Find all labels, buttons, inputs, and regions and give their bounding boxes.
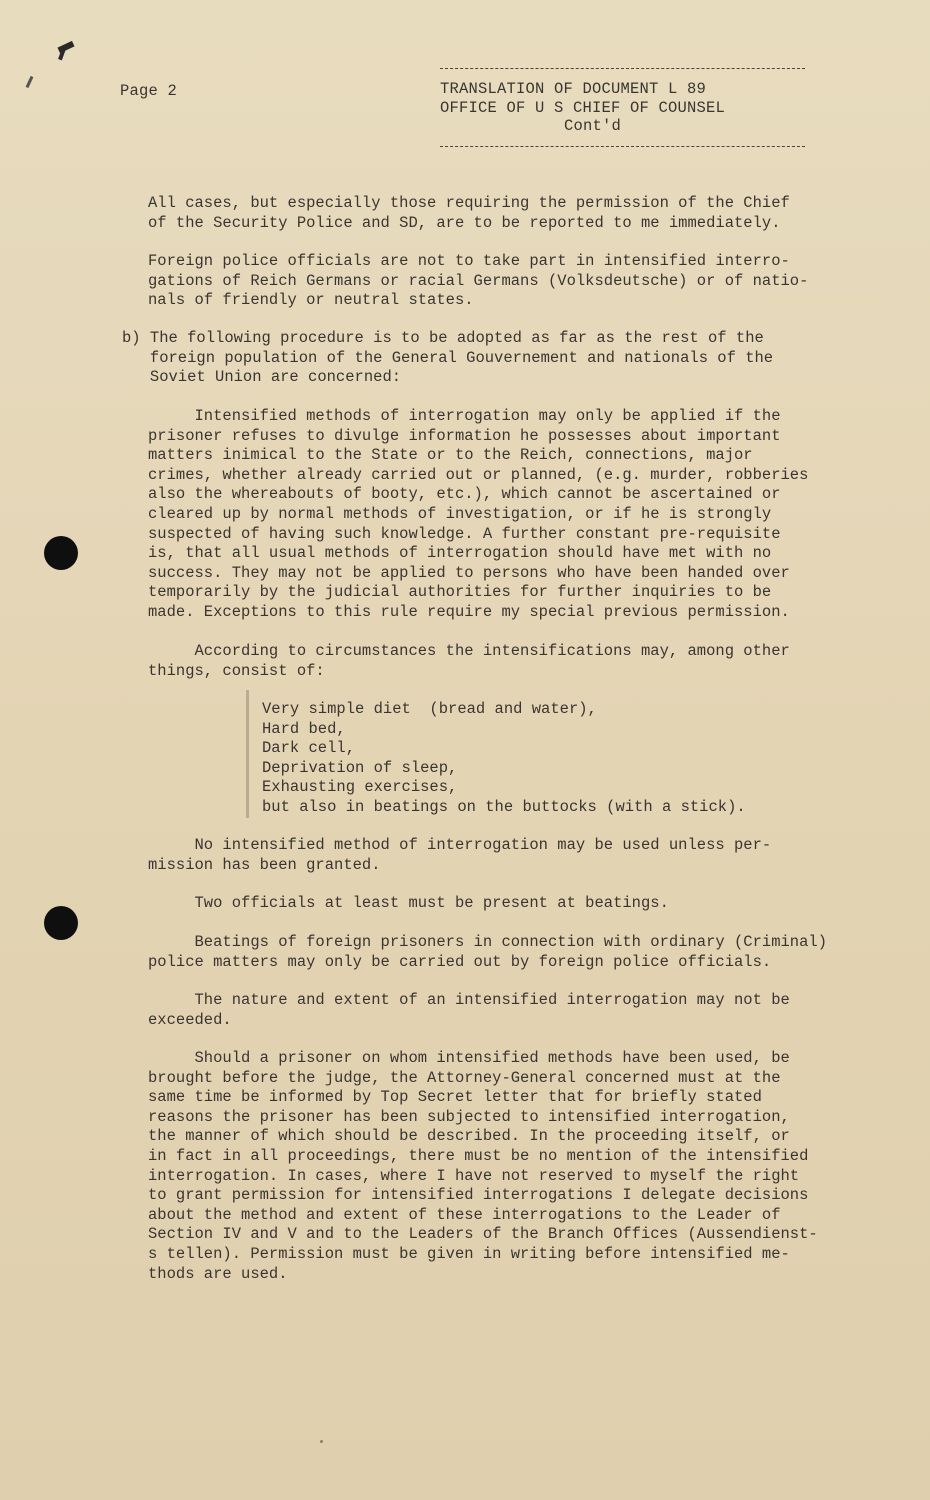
list-item: Exhausting exercises, <box>262 778 458 797</box>
paragraph-judge: Should a prisoner on whom intensified methods have been used, be brought before the judge, the Attorney-General concerned must at the same time be informed by Top Secret letter that for briefly stated reasons the prisoner has been subjected to intensified interrogation, the manner of which should be described. In the proceeding itself, or in fact in all proceedings, there must be no mention of the intensified interrogation. In cases, where I have not reserved to myself the right to grant permission for intensified interrogations I delegate decisions about the method and extent of these interrogations to the Leader of Section IV and V and to the Leaders of the Branch Offices (Aussendienst- s tellen). Permission must be given in writing before intensified me- thods are used. <box>148 1049 818 1283</box>
punch-hole <box>44 536 78 570</box>
paragraph-foreign-beatings: Beatings of foreign prisoners in connection with ordinary (Criminal) police matters may only be carried out by foreign police officials. <box>148 933 828 971</box>
list-margin-bar <box>246 690 249 818</box>
paragraph-extent: The nature and extent of an intensified interrogation may not be exceeded. <box>148 991 790 1029</box>
list-item: Very simple diet (bread and water), <box>262 700 597 718</box>
paragraph-reporting: All cases, but especially those requiring the permission of the Chief of the Security Police and SD, are to be reported to me immediately. <box>148 194 790 232</box>
intensification-list <box>262 700 822 818</box>
list-item: Deprivation of sleep, <box>262 758 458 777</box>
paragraph-permission: No intensified method of interrogation may be used unless per- mission has been granted. <box>148 836 772 874</box>
paragraph-procedure-b: b) The following procedure is to be adopted as far as the rest of the foreign population of the General Gouvernement and nationals of the Soviet Union are concerned: <box>122 329 774 387</box>
paper-speck <box>320 1440 323 1443</box>
header-title-3: Cont'd <box>564 117 622 135</box>
header-rule-top <box>440 68 805 69</box>
list-item: Dark cell, <box>262 739 356 758</box>
page-label: Page 2 <box>120 82 178 100</box>
header-rule-bottom <box>440 146 805 147</box>
paragraph-circumstances: According to circumstances the intensifications may, among other things, consist of: <box>148 642 790 680</box>
header-title-2: OFFICE OF U S CHIEF OF COUNSEL <box>440 99 726 117</box>
list-item: but also in beatings on the buttocks (with a stick). <box>262 797 746 816</box>
paragraph-two-officials: Two officials at least must be present at beatings. <box>148 894 669 912</box>
ink-mark <box>26 76 34 88</box>
header-title-1: TRANSLATION OF DOCUMENT L 89 <box>440 80 707 98</box>
paragraph-intensified-methods: Intensified methods of interrogation may only be applied if the prisoner refuses to divulge information he possesses about important matters inimical to the State or to the Reich, connections, major crimes, whether already carried out or planned, (e.g. murder, robberies also the whereabouts of booty, etc.), which cannot be ascertained or cleared up by normal methods of investigation, or if he is strongly suspected of having such knowledge. A further constant pre-requisite is, that all usual methods of interrogation should have met with no success. They may not be applied to persons who have been handed over temporarily by the judicial authorities for further inquiries to be made. Exceptions to this rule require my special previous permission. <box>148 407 809 621</box>
punch-hole <box>44 906 78 940</box>
paragraph-foreign-officials: Foreign police officials are not to take part in intensified interro- gations of Reich Germans or racial Germans (Volksdeutsche) or of natio- nals of friendly or neutral states. <box>148 252 809 310</box>
list-item: Hard bed, <box>262 719 346 738</box>
